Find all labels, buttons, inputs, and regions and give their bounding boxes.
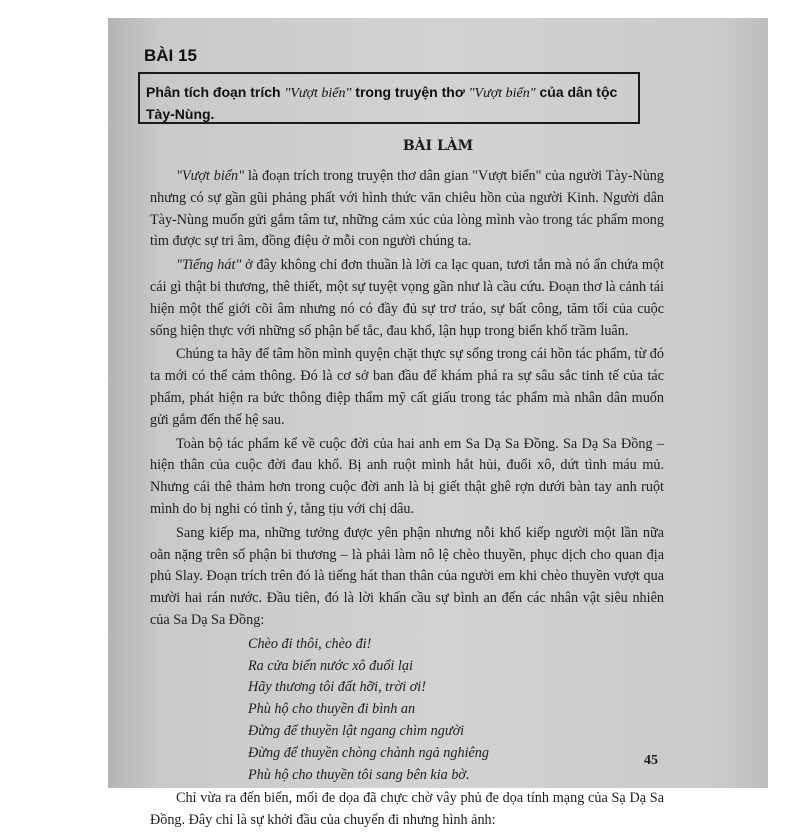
title-quote-2: "Vượt biển" — [468, 86, 536, 101]
paragraph-3 — [150, 344, 664, 431]
section-heading: BÀI LÀM — [402, 138, 474, 154]
page-number: 45 — [644, 753, 658, 768]
paragraph-5 — [150, 523, 664, 632]
book-page — [108, 18, 768, 829]
paragraph-2-text: ở đây không chỉ đơn thuần là lời ca lạc quan, tươi tắn mà nó ẩn chứa một cái gì thật bi thương, thê thiết, một sự tuyệt vọng gần như là cầu cứu. Đoạn thơ là cảnh tái hiện một thế giới cõi âm nhưng nó có đầy đủ sự trơ tráo, sự bất công, tăm tối của cuộc sống hiện thực với những số phận bế tắc, đau khổ, lận hụp trong biển khổ trầm luân. — [150, 257, 664, 339]
exercise-title-box — [138, 72, 640, 124]
lesson-label: BÀI 15 — [144, 46, 197, 65]
poem-line: Hãy thương tôi đất hỡi, trời ơi! — [248, 679, 426, 696]
title-middle: trong truyện thơ — [351, 84, 469, 100]
paragraph-1 — [150, 166, 664, 253]
poem-block — [150, 634, 664, 787]
title-quote-1: "Vượt biển" — [284, 86, 352, 101]
paragraph-2 — [150, 255, 664, 342]
essay-body — [150, 166, 664, 834]
paragraph-1-quote: "Vượt biển" — [176, 168, 245, 184]
paragraph-2-quote: "Tiếng hát" — [176, 257, 242, 274]
paragraph-5-text: Sang kiếp ma, những tưởng được yên phận nhưng nỗi khổ kiếp người một lần nữa oằn nặng trên số phận bi thương – là phải làm nô lệ chèo thuyền, phục dịch cho quan địa phủ Slay. Đoạn trích trên đó là tiếng hát than thân của người em khi chèo thuyền vượt qua mười hai rán nước. Đầu tiên, đó là lời khấn cầu sự bình an đến các nhân vật siêu nhiên của Sa Dạ Sa Đồng: — [150, 524, 664, 628]
title-suffix: của dân tộc Tày-Nùng. — [146, 84, 618, 122]
poem-line: Ra cửa biển nước xô đuổi lại — [248, 657, 413, 674]
poem-line: Đừng để thuyền chòng chành ngả nghiêng — [248, 744, 489, 761]
poem-line: Chèo đi thôi, chèo đi! — [248, 635, 372, 652]
title-prefix: Phân tích đoạn trích — [146, 84, 285, 100]
closing-paragraph: Chỉ vừa ra đến biển, mối đe dọa đã chực chờ vây phủ đe dọa tính mạng của Sạ Dạ Sa Đồng. Đây chỉ là sự khởi đầu của chuyến đi nhưng hình ảnh: — [150, 790, 664, 829]
poem-line: Đừng để thuyền lật ngang chìm người — [248, 722, 465, 739]
paragraph-4 — [150, 434, 664, 521]
poem-line: Phù hộ cho thuyền đi bình an — [248, 701, 416, 718]
paragraph-3-text: Chúng ta hãy để tâm hồn mình quyện chặt thực sự sống trong cái hồn tác phẩm, từ đó ta mới có thể cảm thông. Đó là cơ sở ban đầu để khám phá ra sự sâu sắc tinh tế của tác phẩm, phát hiện ra bức thông điệp thẩm mỹ cất giấu trong tác phẩm mà nhân dân muốn gửi gắm đến thế hệ sau. — [150, 346, 664, 428]
poem-line: Phù hộ cho thuyền tôi sang bên kia bờ. — [248, 766, 470, 783]
paragraph-1-text: là đoạn trích trong truyện thơ dân gian "Vượt biển" của người Tày-Nùng nhưng có sự gần gũi phảng phất với hình thức văn chiêu hồn của người Kinh. Người dân Tày-Nùng muốn gửi gắm tâm tư, những cảm xúc của lòng mình vào trong tác phẩm mong tìm được sự tri âm, đồng điệu ở mỗi con người chúng ta. — [150, 168, 664, 250]
paragraph-4-text: Toàn bộ tác phẩm kể về cuộc đời của hai anh em Sa Dạ Sa Đồng. Sa Dạ Sa Đồng – hiện thân của cuộc đời đau khổ. Bị anh ruột mình hắt hủi, đuổi xô, dứt tình máu mủ. Nhưng cái thê thảm hơn trong cuộc đời anh là bị giết thật ghê rợn dưới bàn tay anh ruột mình do bị nghi có tình ý, tằng tịu với chị dâu. — [150, 435, 664, 517]
